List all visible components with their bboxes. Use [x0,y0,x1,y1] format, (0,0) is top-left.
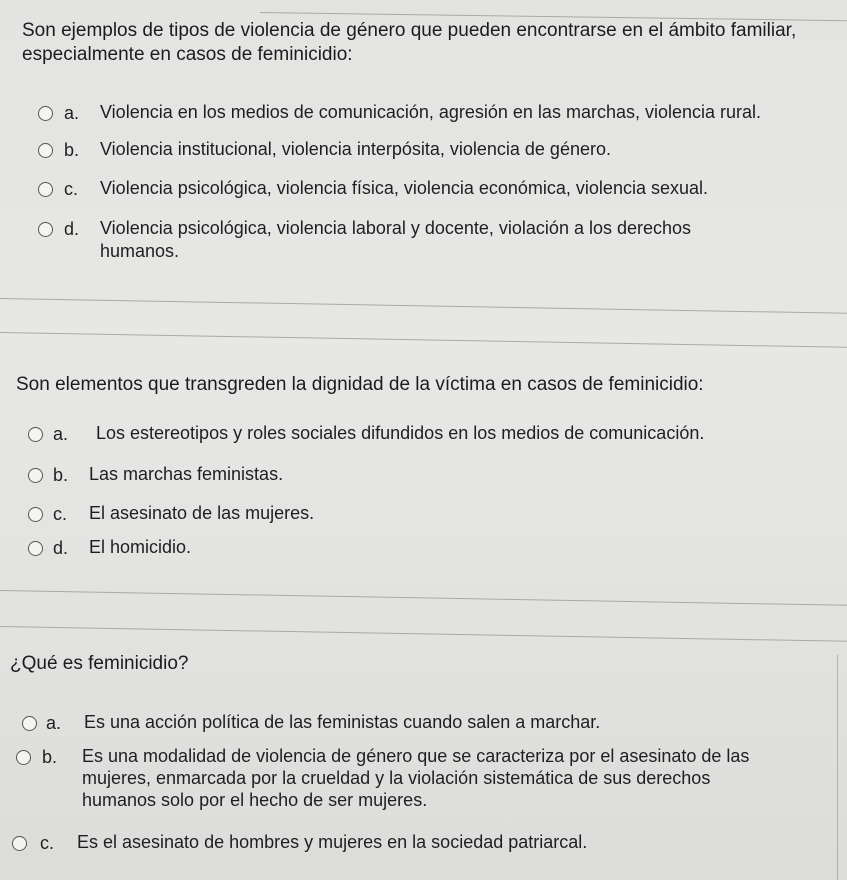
question-text-line: especialmente en casos de feminicidio: [22,44,353,65]
radio-button[interactable] [28,427,43,442]
divider [0,626,847,642]
option-text: Es el asesinato de hombres y mujeres en la sociedad patriarcal. [77,832,588,852]
option-letter: b. [42,747,58,767]
option-text: Las marchas feministas. [89,464,284,484]
option-letter: d. [64,219,80,239]
divider [0,298,847,314]
radio-button[interactable] [28,468,43,483]
option-text: Es una acción política de las feministas cuando salen a marchar. [84,712,601,732]
option-letter: a. [53,424,69,444]
option-letter: c. [53,504,68,524]
radio-button[interactable] [12,836,27,851]
option-text: El homicidio. [89,537,192,557]
radio-button[interactable] [28,541,43,556]
option-letter: c. [40,833,55,853]
option-text: Es una modalidad de violencia de género que se caracteriza por el asesinato de las [82,746,750,766]
radio-button[interactable] [22,716,37,731]
divider [837,655,838,880]
option-text: Violencia psicológica, violencia laboral y docente, violación a los derechos [100,218,692,238]
option-text: Violencia en los medios de comunicación, agresión en las marchas, violencia rural. [100,102,762,122]
option-text: El asesinato de las mujeres. [89,503,315,523]
question-text-line: Son elementos que transgreden la dignidad de la víctima en casos de feminicidio: [16,374,704,395]
divider [0,332,847,348]
option-letter: a. [64,103,80,123]
option-text: mujeres, enmarcada por la crueldad y la violación sistemática de sus derechos [82,768,711,788]
option-text: Los estereotipos y roles sociales difundidos en los medios de comunicación. [96,423,705,443]
option-text: humanos. [100,241,180,261]
radio-button[interactable] [38,182,53,197]
question-text-line: Son ejemplos de tipos de violencia de género que pueden encontrarse en el ámbito familiar, [22,20,797,41]
radio-button[interactable] [16,750,31,765]
divider [0,590,847,606]
option-letter: b. [53,465,69,485]
question-text-line: ¿Qué es feminicidio? [10,653,189,674]
option-letter: a. [46,713,62,733]
option-letter: c. [64,179,79,199]
radio-button[interactable] [38,143,53,158]
radio-button[interactable] [38,222,53,237]
option-text: Violencia psicológica, violencia física, violencia económica, violencia sexual. [100,178,708,198]
option-text: humanos solo por el hecho de ser mujeres. [82,790,428,810]
option-letter: b. [64,140,80,160]
radio-button[interactable] [28,507,43,522]
option-text: Violencia institucional, violencia interpósita, violencia de género. [100,139,611,159]
radio-button[interactable] [38,106,53,121]
option-letter: d. [53,538,69,558]
